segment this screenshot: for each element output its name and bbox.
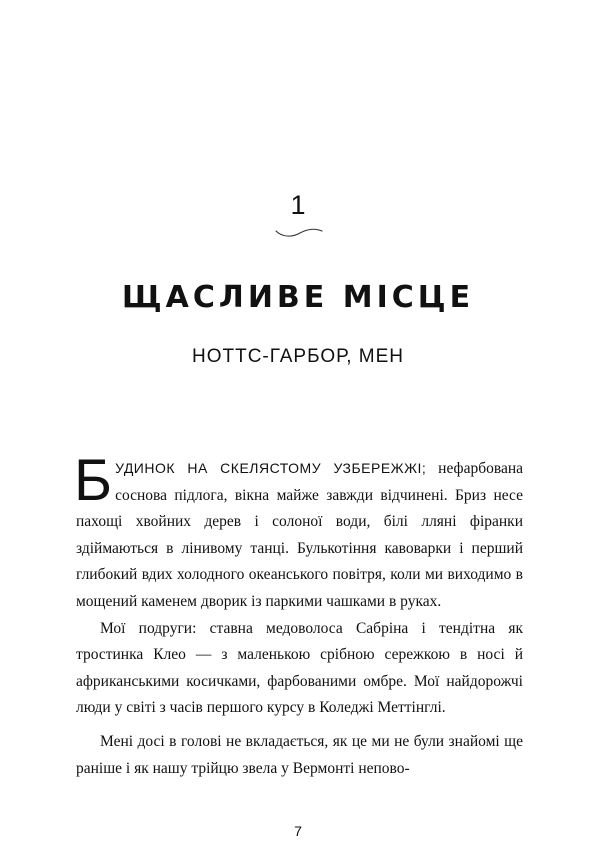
chapter-title: ЩАСЛИВЕ МІСЦЕ bbox=[121, 280, 475, 315]
body-text bbox=[74, 448, 524, 782]
chapter-subtitle: НОТТС-ГАРБОР, МЕН bbox=[191, 346, 405, 367]
paragraph-text: нефарбована соснова підлога, вікна майже завжди відчинені. Бриз несе пахощі хвойних дерев і солоної води, білі лляні фіранки здіймаються в лінивому танці. Булькотіння кавоварки і перший глибокий вдих холодного океанського повітря, коли ми виходимо в мощений каменем дворик із паркими чашками в руках. bbox=[76, 460, 524, 610]
opening-smallcaps: УДИНОК НА СКЕЛЯСТОМУ УЗБЕРЕЖЖІ; bbox=[115, 460, 427, 476]
paragraph: Мої подруги: ставна медоволоса Сабріна і тендітна як тростинка Клео — з маленькою срібною сережкою в носі й африканськими косичками, фарбованими омбре. Мої найдорожчі люди у світі з часів першого курсу в Коледжі Меттінглі. bbox=[76, 619, 523, 717]
paragraph bbox=[74, 448, 524, 616]
page-number: 7 bbox=[294, 823, 302, 839]
drop-cap: Б bbox=[74, 448, 113, 513]
chapter-number: 1 bbox=[290, 190, 306, 220]
swash-ornament-icon bbox=[275, 225, 323, 239]
paragraph: Мені досі в голові не вкладається, як це ми не були знайомі ще раніше і як нашу трійцю звела у Вермонті непово- bbox=[76, 732, 523, 777]
